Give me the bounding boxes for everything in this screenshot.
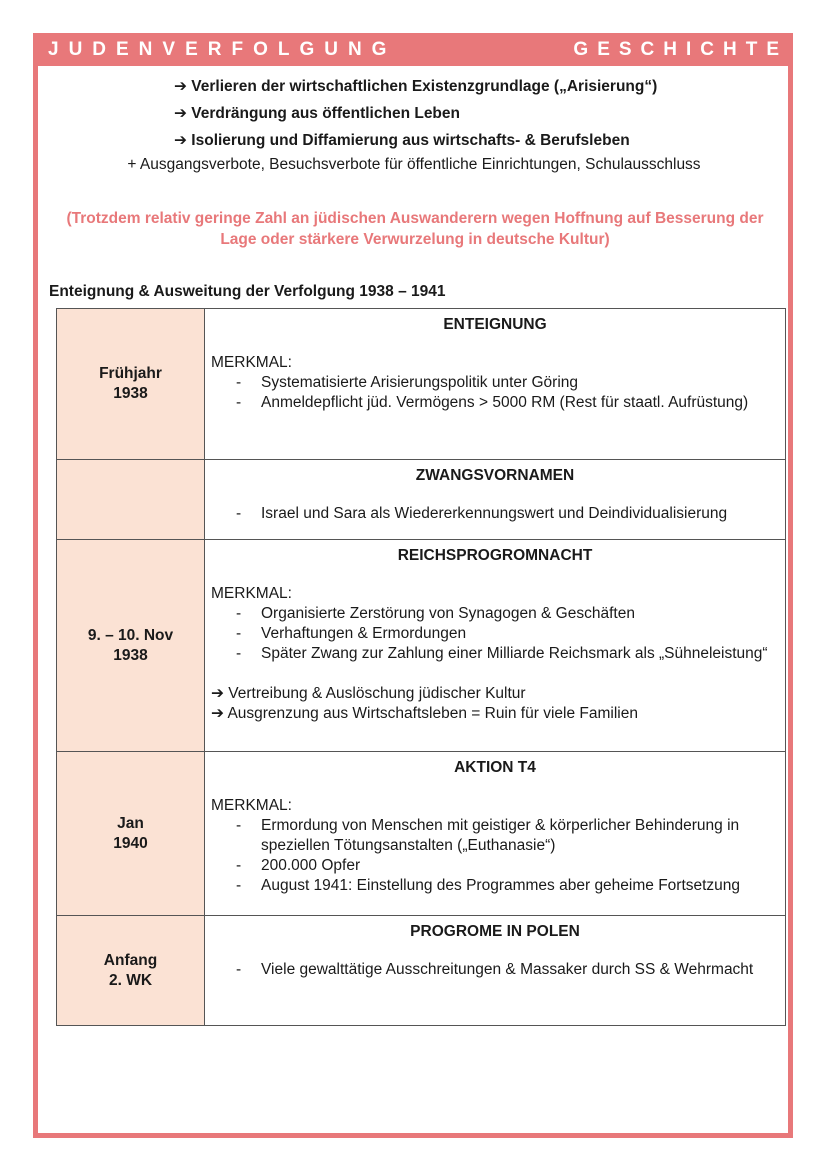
- event-title: AKTION T4: [454, 759, 536, 776]
- table-row: [57, 460, 786, 540]
- content-cell: [205, 916, 786, 1026]
- date-line: Frühjahr: [99, 365, 162, 382]
- list-item: - 200.000 Opfer: [261, 856, 779, 876]
- table-row: [57, 540, 786, 752]
- intro-arrow-list: [174, 76, 657, 157]
- section-title: Enteignung & Ausweitung der Verfolgung 1938 – 1941: [49, 283, 446, 300]
- content-cell: [205, 309, 786, 460]
- feature-list: [211, 604, 779, 664]
- intro-arrow-item: ➔ Isolierung und Diffamierung aus wirtschafts- & Berufsleben: [174, 132, 630, 149]
- consequence-arrow: ➔ Vertreibung & Auslöschung jüdischer Kultur: [211, 685, 526, 702]
- date-cell: [57, 916, 205, 1026]
- list-item: - Später Zwang zur Zahlung einer Milliarde Reichsmark als „Sühneleistung“: [261, 644, 779, 664]
- intro-arrow-item: ➔ Verlieren der wirtschaftlichen Existenzgrundlage („Arisierung“): [174, 78, 658, 95]
- date-cell: [57, 752, 205, 916]
- merkmal-label: MERKMAL:: [211, 797, 292, 814]
- list-item: - Verhaftungen & Ermordungen: [261, 624, 779, 644]
- list-item: - Systematisierte Arisierungspolitik unter Göring: [261, 373, 779, 393]
- list-item: - August 1941: Einstellung des Programmes aber geheime Fortsetzung: [261, 876, 779, 896]
- feature-list: [211, 373, 779, 413]
- merkmal-label: MERKMAL:: [211, 585, 292, 602]
- date-cell: [57, 309, 205, 460]
- list-item: - Anmeldepflicht jüd. Vermögens > 5000 RM (Rest für staatl. Aufrüstung): [261, 393, 779, 413]
- content-cell: [205, 460, 786, 540]
- feature-list: [211, 504, 779, 524]
- table-row: [57, 752, 786, 916]
- feature-list: [211, 960, 779, 980]
- content-cell: [205, 752, 786, 916]
- header-topic: JUDENVERFOLGUNG: [48, 38, 397, 60]
- date-line: Anfang: [103, 951, 158, 969]
- header-bar: [33, 33, 793, 66]
- intro-additional-restrictions: + Ausgangsverbote, Besuchsverbote für öffentliche Einrichtungen, Schulausschluss: [127, 156, 701, 173]
- date-line: Jan: [117, 814, 144, 832]
- list-item: - Ermordung von Menschen mit geistiger & körperlicher Behinderung in speziellen Tötungsanstalten („Euthanasie“): [261, 816, 779, 856]
- date-cell: [57, 460, 205, 540]
- table-row: [57, 309, 786, 460]
- list-item: - Israel und Sara als Wiedererkennungswert und Deindividualisierung: [261, 504, 779, 524]
- list-item: - Organisierte Zerstörung von Synagogen & Geschäften: [261, 604, 779, 624]
- intro-arrow-item: ➔ Verdrängung aus öffentlichen Leben: [174, 105, 460, 122]
- feature-list: [211, 816, 779, 896]
- table-row: [57, 916, 786, 1026]
- date-line: 2. WK: [108, 971, 153, 989]
- consequence-arrow: ➔ Ausgrenzung aus Wirtschaftsleben = Ruin für viele Familien: [211, 705, 638, 722]
- list-item: - Viele gewalttätige Ausschreitungen & Massaker durch SS & Wehrmacht: [261, 960, 779, 980]
- intro-emigration-note: (Trotzdem relativ geringe Zahl an jüdischen Auswanderern wegen Hoffnung auf Besserung der Lage oder stärkere Verwurzelung in deutsche Kultur): [66, 210, 764, 248]
- date-line: 1938: [113, 385, 148, 402]
- date-line: 1940: [113, 834, 148, 852]
- event-title: REICHSPROGROMNACHT: [397, 547, 593, 564]
- date-cell: [57, 540, 205, 752]
- content-cell: [205, 540, 786, 752]
- date-line: 1938: [113, 646, 148, 664]
- timeline-table: [56, 308, 786, 1026]
- merkmal-label: MERKMAL:: [211, 354, 292, 371]
- date-line: 9. – 10. Nov: [87, 626, 174, 644]
- event-title: PROGROME IN POLEN: [410, 923, 580, 940]
- header-subject: GESCHICHTE: [573, 38, 788, 60]
- event-title: ENTEIGNUNG: [443, 316, 547, 333]
- event-title: ZWANGSVORNAMEN: [415, 467, 575, 484]
